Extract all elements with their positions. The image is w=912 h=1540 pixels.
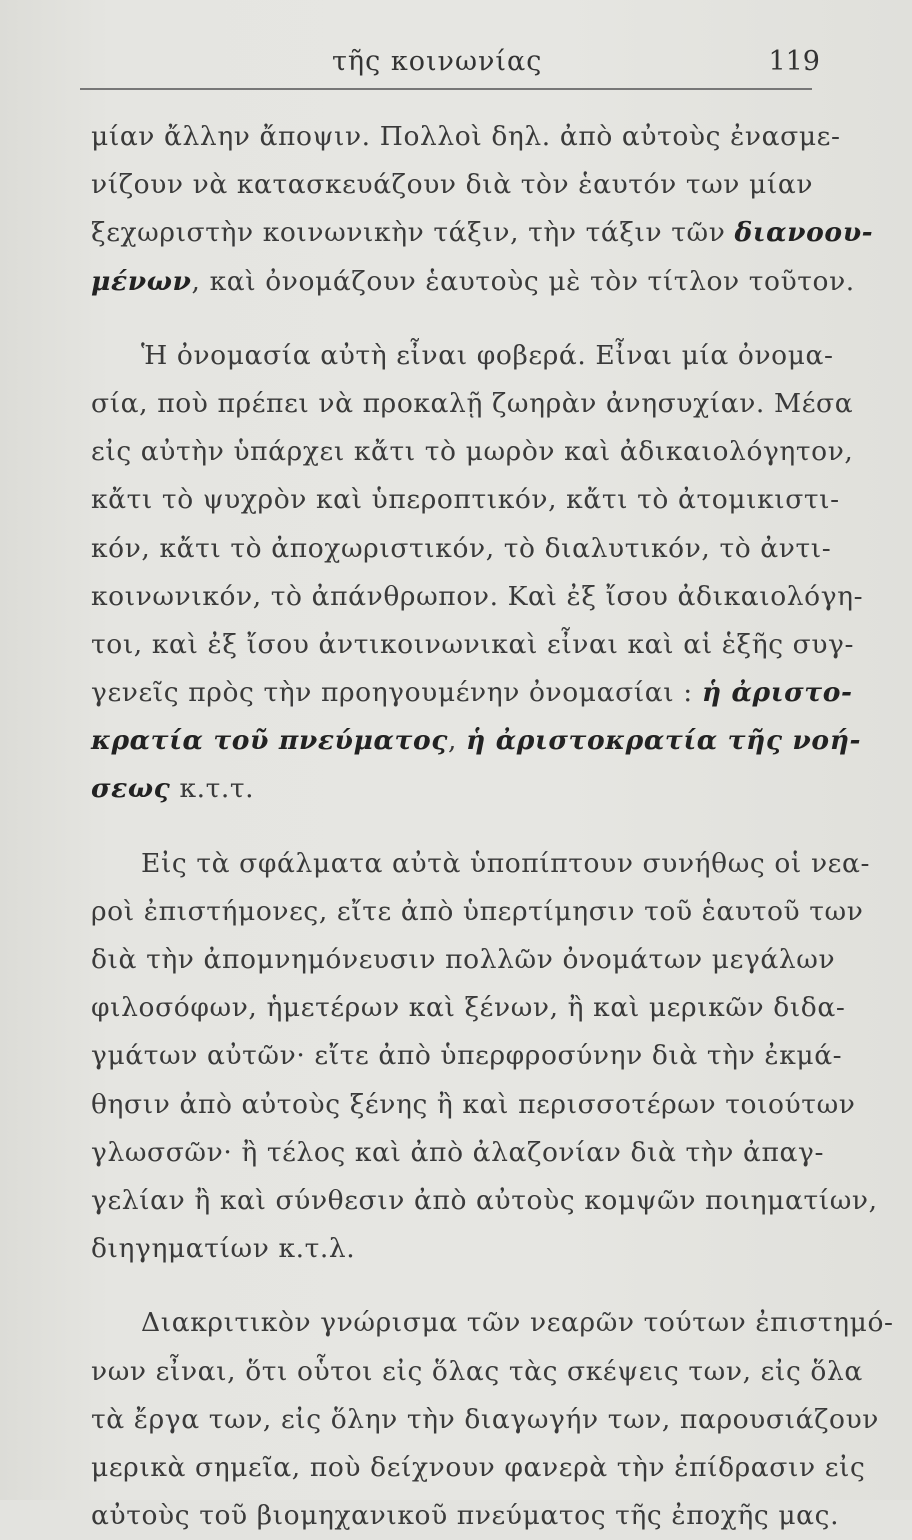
text-line: ροὶ ἐπιστήμονες, εἴτε ἀπὸ ὑπερτίμησιν τοῦ ἑαυτοῦ των (91, 895, 864, 927)
page-header (80, 40, 820, 100)
text-line: γελίαν ἢ καὶ σύνθεσιν ἀπὸ αὐτοὺς κομψῶν ποιηματίων, (91, 1184, 878, 1216)
text-span: κ.τ.τ. (170, 773, 255, 805)
text-line (91, 258, 855, 306)
text-line: αὐτοὺς τοῦ βιομηχανικοῦ πνεύματος τῆς ἐποχῆς μας. (91, 1500, 840, 1532)
text-line: Ἡ ὀνομασία αὐτὴ εἶναι φοβερά. Εἶναι μία ὀνομα- (141, 339, 834, 371)
text-span: ξεχωριστὴν κοινωνικὴν τάξιν, τὴν τάξιν τῶν (91, 217, 735, 249)
body-text (91, 113, 894, 1540)
text-line: Διακριτικὸν γνώρισμα τῶν νεαρῶν τούτων ἐπιστημό- (141, 1307, 894, 1339)
text-line: γμάτων αὐτῶν· εἴτε ἀπὸ ὑπερφροσύνην διὰ τὴν ἐκμά- (91, 1040, 843, 1072)
emphasis-term: ἡ ἀριστο- (701, 677, 853, 709)
text-line (91, 717, 862, 765)
paragraph-gap (91, 1273, 831, 1299)
emphasis-term: μένων (91, 265, 192, 297)
emphasis-term: ἡ ἀριστοκρατία τῆς νοή- (466, 725, 862, 757)
text-line: κόν, κἄτι τὸ ἀποχωριστικόν, τὸ διαλυτικόν, τὸ ἀντι- (91, 532, 832, 564)
text-line: γλωσσῶν· ἢ τέλος καὶ ἀπὸ ἀλαζονίαν διὰ τὴν ἀπαγ- (91, 1136, 825, 1168)
text-line: διὰ τὴν ἀπομνημόνευσιν πολλῶν ὀνομάτων μεγάλων (91, 944, 836, 975)
text-span: γενεῖς πρὸς τὴν προηγουμένην ὀνομασίαι : (91, 677, 702, 709)
emphasis-term: διανοου- (734, 217, 874, 249)
paragraph-gap (91, 814, 831, 840)
text-line (91, 209, 874, 257)
text-span: , καὶ ὀνομάζουν ἑαυτοὺς μὲ τὸν τίτλον τοῦτον. (191, 265, 855, 297)
text-line: διηγηματίων κ.τ.λ. (91, 1233, 356, 1265)
text-line: τὰ ἔργα των, εἰς ὅλην τὴν διαγωγήν των, παρουσιάζουν (91, 1403, 880, 1435)
text-line: θησιν ἀπὸ αὐτοὺς ξένης ἢ καὶ περισσοτέρων τοιούτων (91, 1088, 856, 1120)
text-line: νίζουν νὰ κατασκευάζουν διὰ τὸν ἑαυτόν των μίαν (91, 169, 814, 201)
paragraph-gap (91, 306, 831, 332)
text-line (91, 669, 853, 717)
text-span: , (447, 725, 467, 757)
text-line: εἰς αὐτὴν ὑπάρχει κἄτι τὸ μωρὸν καὶ ἀδικαιολόγητον, (91, 436, 854, 468)
text-line (91, 765, 831, 813)
text-line: κοινωνικόν, τὸ ἀπάνθρωπον. Καὶ ἐξ ἴσου ἀδικαιολόγη- (91, 580, 864, 612)
text-line: κἄτι τὸ ψυχρὸν καὶ ὑπεροπτικόν, κἄτι τὸ ἀτομικιστι- (91, 484, 840, 516)
emphasis-term: σεως (91, 773, 171, 805)
text-line: σία, ποὺ πρέπει νὰ προκαλῇ ζωηρὰν ἀνησυχίαν. Μέσα (91, 387, 854, 419)
text-line: Εἰς τὰ σφάλματα αὐτὰ ὑποπίπτουν συνήθως οἱ νεα- (141, 847, 871, 879)
emphasis-term: κρατία τοῦ πνεύματος (91, 725, 448, 757)
page-number: 119 (768, 46, 820, 77)
text-line: μερικὰ σημεῖα, ποὺ δείχνουν φανερὰ τὴν ἐπίδρασιν εἰς (91, 1451, 866, 1483)
running-title: τῆς κοινωνίας (332, 46, 543, 77)
header-rule (80, 88, 812, 90)
text-line: φιλοσόφων, ἡμετέρων καὶ ξένων, ἢ καὶ μερικῶν διδα- (91, 992, 846, 1024)
text-line: τοι, καὶ ἐξ ἴσου ἀντικοινωνικαὶ εἶναι καὶ αἱ ἑξῆς συγ- (91, 628, 855, 660)
text-line: μίαν ἄλλην ἄποψιν. Πολλοὶ δηλ. ἀπὸ αὐτοὺς ἐνασμε- (91, 121, 841, 152)
text-line: νων εἶναι, ὅτι οὗτοι εἰς ὅλας τὰς σκέψεις των, εἰς ὅλα (91, 1355, 863, 1387)
